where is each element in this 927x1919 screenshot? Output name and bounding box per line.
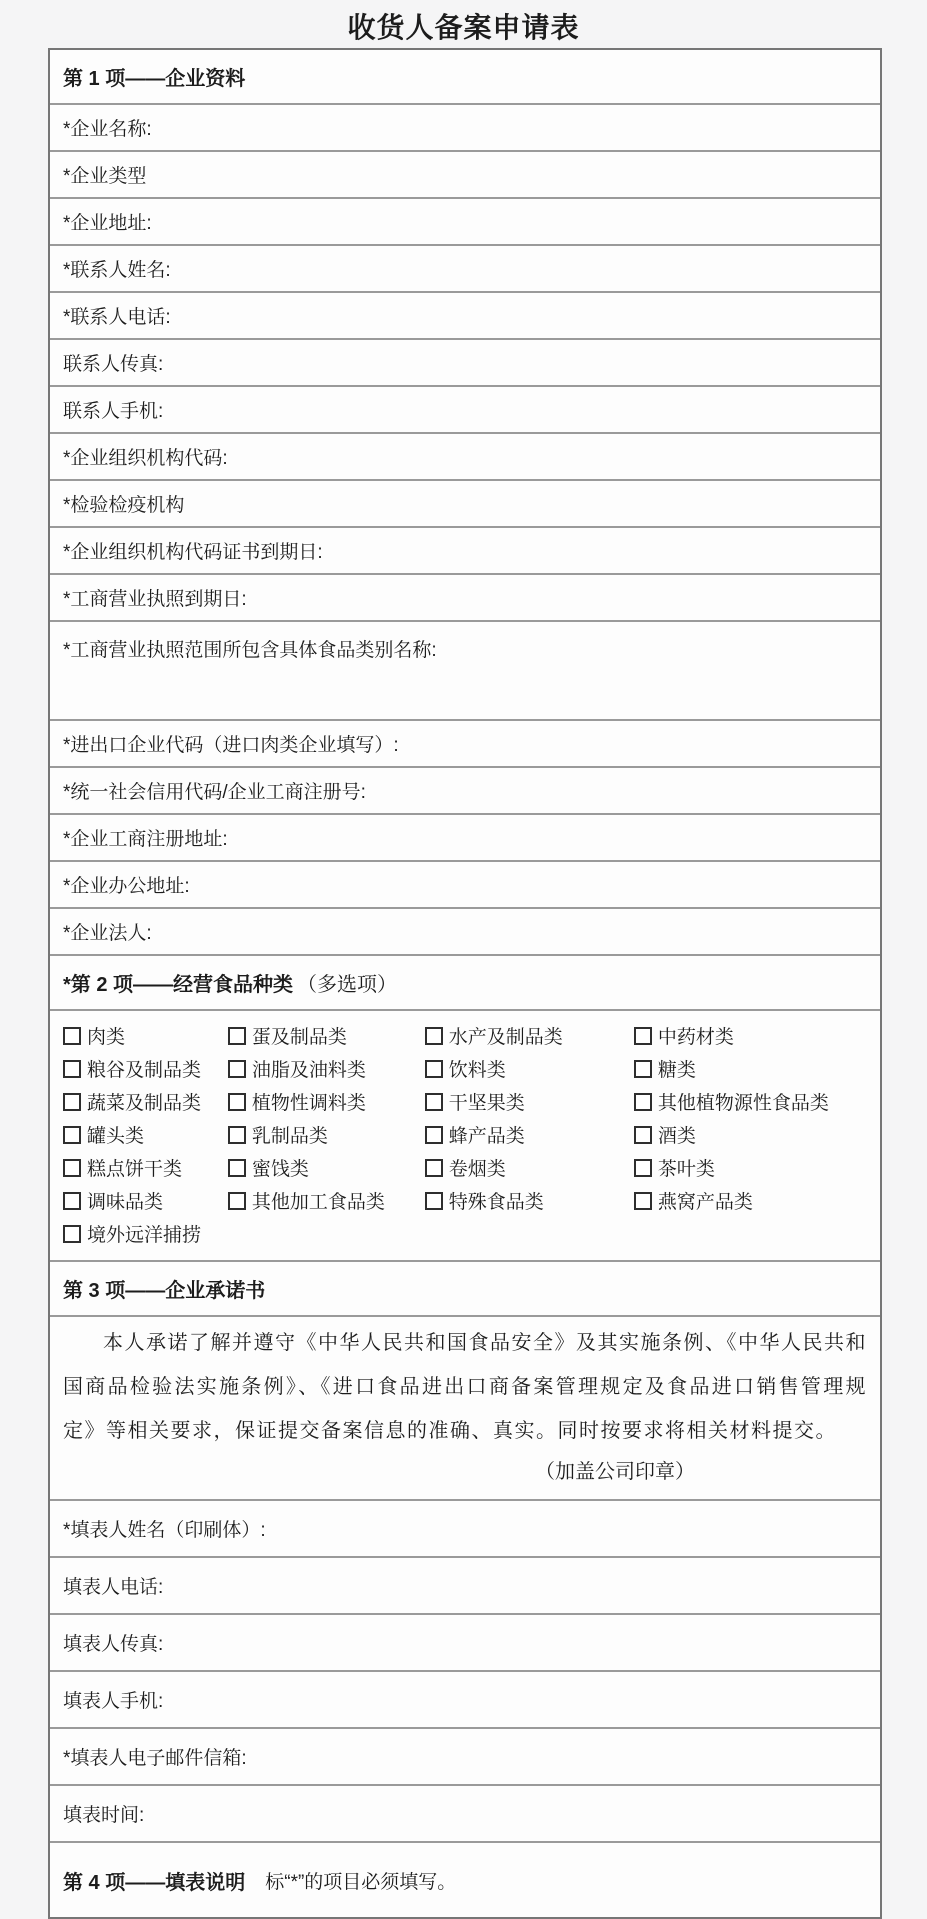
checkbox-icon	[425, 1192, 443, 1210]
table-row-contact-name	[50, 246, 880, 293]
checkbox-icon	[425, 1093, 443, 1111]
company-seal-note: （加盖公司印章）	[535, 1461, 695, 1483]
table-row-filler-fax	[50, 1615, 880, 1672]
checkbox-icon	[63, 1027, 81, 1045]
section3-header	[50, 1262, 880, 1317]
row-label: *联系人电话:	[63, 307, 171, 328]
checkbox-option-beverage[interactable]	[425, 1052, 634, 1085]
checkbox-option-vegetables[interactable]	[63, 1085, 228, 1118]
checkbox-icon	[63, 1225, 81, 1243]
checkbox-option-sugar[interactable]	[634, 1052, 867, 1085]
row-label: 联系人传真:	[63, 354, 164, 375]
row-label: *填表人电子邮件信箱:	[63, 1748, 247, 1769]
checkbox-label: 罐头类	[87, 1126, 145, 1147]
food-category-checkbox-grid	[50, 1011, 880, 1262]
checkbox-icon	[228, 1093, 246, 1111]
checkbox-label: 境外远洋捕捞	[87, 1225, 202, 1246]
checkbox-icon	[63, 1060, 81, 1078]
checkbox-icon	[63, 1159, 81, 1177]
checkbox-icon	[425, 1027, 443, 1045]
checkbox-label: 蜂产品类	[448, 1126, 525, 1147]
checkbox-icon	[634, 1027, 652, 1045]
pledge-text: 本人承诺了解并遵守《中华人民共和国食品安全》及其实施条例、《中华人民共和国商品检验法实施条例》、《进口食品进出口商备案管理规定及食品进口销售管理规定》等相关要求，保证提交备案信息的准确、真实。同时按要求将相关材料提交。	[63, 1332, 867, 1442]
table-row-office-address	[50, 862, 880, 909]
row-label: 填表人手机:	[63, 1691, 164, 1712]
checkbox-label: 其他植物源性食品类	[657, 1093, 829, 1114]
checkbox-label: 干坚果类	[448, 1093, 525, 1114]
row-label: *工商营业执照范围所包含具体食品类别名称:	[63, 640, 437, 661]
checkbox-option-dairy[interactable]	[228, 1118, 425, 1151]
table-row-org-code-expiry	[50, 528, 880, 575]
checkbox-option-condiments[interactable]	[63, 1184, 228, 1217]
checkbox-option-aquatic[interactable]	[425, 1019, 634, 1052]
checkbox-option-other-processed[interactable]	[228, 1184, 425, 1217]
section3-header-label: 第 3 项——企业承诺书	[63, 1280, 266, 1302]
table-row-license-food-categories	[50, 622, 880, 721]
row-label: *企业地址:	[63, 213, 152, 234]
row-label: *联系人姓名:	[63, 260, 171, 281]
checkbox-label: 中药材类	[657, 1027, 734, 1048]
table-row-company-name	[50, 105, 880, 152]
section4-note: 标“*”的项目必须填写。	[265, 1871, 457, 1893]
checkbox-label: 调味品类	[87, 1192, 164, 1213]
checkbox-option-preserved-fruit[interactable]	[228, 1151, 425, 1184]
checkbox-icon	[425, 1126, 443, 1144]
table-row-contact-phone	[50, 293, 880, 340]
row-label: *企业组织机构代码证书到期日:	[63, 542, 323, 563]
checkbox-label: 饮料类	[448, 1060, 506, 1081]
checkbox-option-oils[interactable]	[228, 1052, 425, 1085]
row-label: *进出口企业代码（进口肉类企业填写）:	[63, 735, 399, 756]
checkbox-icon	[63, 1126, 81, 1144]
row-label: *填表人姓名（印刷体）:	[63, 1520, 266, 1541]
checkbox-label: 燕窝产品类	[657, 1192, 753, 1213]
checkbox-label: 卷烟类	[448, 1159, 506, 1180]
row-label: *企业工商注册地址:	[63, 829, 228, 850]
table-row-fill-date	[50, 1786, 880, 1843]
table-row-legal-person	[50, 909, 880, 956]
checkbox-label: 其他加工食品类	[251, 1192, 385, 1213]
row-label: 填表人电话:	[63, 1577, 164, 1598]
table-row-contact-fax	[50, 340, 880, 387]
checkbox-label: 水产及制品类	[448, 1027, 563, 1048]
row-label: *检验检疫机构	[63, 495, 185, 516]
checkbox-label: 油脂及油料类	[251, 1060, 366, 1081]
checkbox-icon	[228, 1159, 246, 1177]
checkbox-icon	[634, 1159, 652, 1177]
checkbox-label: 粮谷及制品类	[87, 1060, 202, 1081]
section2-header-label: *第 2 项——经营食品种类	[63, 974, 294, 996]
checkbox-option-meat[interactable]	[63, 1019, 228, 1052]
table-row-registered-address	[50, 815, 880, 862]
checkbox-option-alcohol[interactable]	[634, 1118, 867, 1151]
checkbox-option-canned[interactable]	[63, 1118, 228, 1151]
checkbox-icon	[634, 1192, 652, 1210]
checkbox-icon	[228, 1192, 246, 1210]
table-row-company-address	[50, 199, 880, 246]
section4-header	[50, 1843, 880, 1917]
checkbox-label: 蛋及制品类	[251, 1027, 347, 1048]
row-label: *企业法人:	[63, 923, 152, 944]
checkbox-label: 蔬菜及制品类	[87, 1093, 202, 1114]
table-row-filler-phone	[50, 1558, 880, 1615]
checkbox-option-tea[interactable]	[634, 1151, 867, 1184]
row-label: 联系人手机:	[63, 401, 164, 422]
checkbox-icon	[425, 1159, 443, 1177]
checkbox-option-pastry[interactable]	[63, 1151, 228, 1184]
row-label: *企业办公地址:	[63, 876, 190, 897]
row-label: *企业组织机构代码:	[63, 448, 228, 469]
checkbox-label: 乳制品类	[251, 1126, 328, 1147]
row-label: *统一社会信用代码/企业工商注册号:	[63, 782, 366, 803]
table-row-filler-name	[50, 1501, 880, 1558]
table-row-import-export-code	[50, 721, 880, 768]
checkbox-icon	[63, 1093, 81, 1111]
table-row-filler-email	[50, 1729, 880, 1786]
checkbox-icon	[634, 1060, 652, 1078]
checkbox-label: 特殊食品类	[448, 1192, 544, 1213]
table-row-license-expiry	[50, 575, 880, 622]
checkbox-option-bee-products[interactable]	[425, 1118, 634, 1151]
row-label: *工商营业执照到期日:	[63, 589, 247, 610]
checkbox-option-other-plant-foods[interactable]	[634, 1085, 867, 1118]
checkbox-option-cigarettes[interactable]	[425, 1151, 634, 1184]
section4-header-label: 第 4 项——填表说明	[63, 1871, 246, 1894]
section1-header-label: 第 1 项——企业资料	[63, 68, 246, 90]
section1-header	[50, 50, 880, 105]
checkbox-option-plant-seasoning[interactable]	[228, 1085, 425, 1118]
table-row-credit-code	[50, 768, 880, 815]
checkbox-option-herbs[interactable]	[634, 1019, 867, 1052]
table-row-org-code	[50, 434, 880, 481]
checkbox-label: 植物性调料类	[251, 1093, 366, 1114]
checkbox-option-grain[interactable]	[63, 1052, 228, 1085]
row-label: 填表人传真:	[63, 1634, 164, 1655]
checkbox-icon	[634, 1126, 652, 1144]
table-row-company-type	[50, 152, 880, 199]
checkbox-label: 酒类	[657, 1126, 696, 1147]
checkbox-option-ocean-fishing[interactable]	[63, 1217, 228, 1250]
section2-header	[50, 956, 880, 1011]
table-row-filler-mobile	[50, 1672, 880, 1729]
pledge-row	[50, 1317, 880, 1501]
row-label: 填表时间:	[63, 1805, 145, 1826]
checkbox-icon	[634, 1093, 652, 1111]
table-row-contact-mobile	[50, 387, 880, 434]
checkbox-option-birds-nest[interactable]	[634, 1184, 867, 1217]
page-title: 收货人备案申请表	[347, 12, 580, 43]
checkbox-icon	[63, 1192, 81, 1210]
checkbox-icon	[228, 1060, 246, 1078]
checkbox-icon	[228, 1126, 246, 1144]
checkbox-label: 蜜饯类	[251, 1159, 309, 1180]
checkbox-option-eggs[interactable]	[228, 1019, 425, 1052]
checkbox-option-nuts[interactable]	[425, 1085, 634, 1118]
application-form-table	[48, 48, 882, 1919]
section2-header-note: （多选项）	[297, 974, 398, 996]
row-label: *企业名称:	[63, 119, 152, 140]
checkbox-label: 茶叶类	[657, 1159, 715, 1180]
checkbox-label: 糕点饼干类	[87, 1159, 183, 1180]
checkbox-icon	[425, 1060, 443, 1078]
table-row-inspection-agency	[50, 481, 880, 528]
checkbox-option-special-foods[interactable]	[425, 1184, 634, 1217]
checkbox-label: 糖类	[657, 1060, 696, 1081]
checkbox-label: 肉类	[87, 1027, 126, 1048]
row-label: *企业类型	[63, 166, 147, 187]
checkbox-icon	[228, 1027, 246, 1045]
